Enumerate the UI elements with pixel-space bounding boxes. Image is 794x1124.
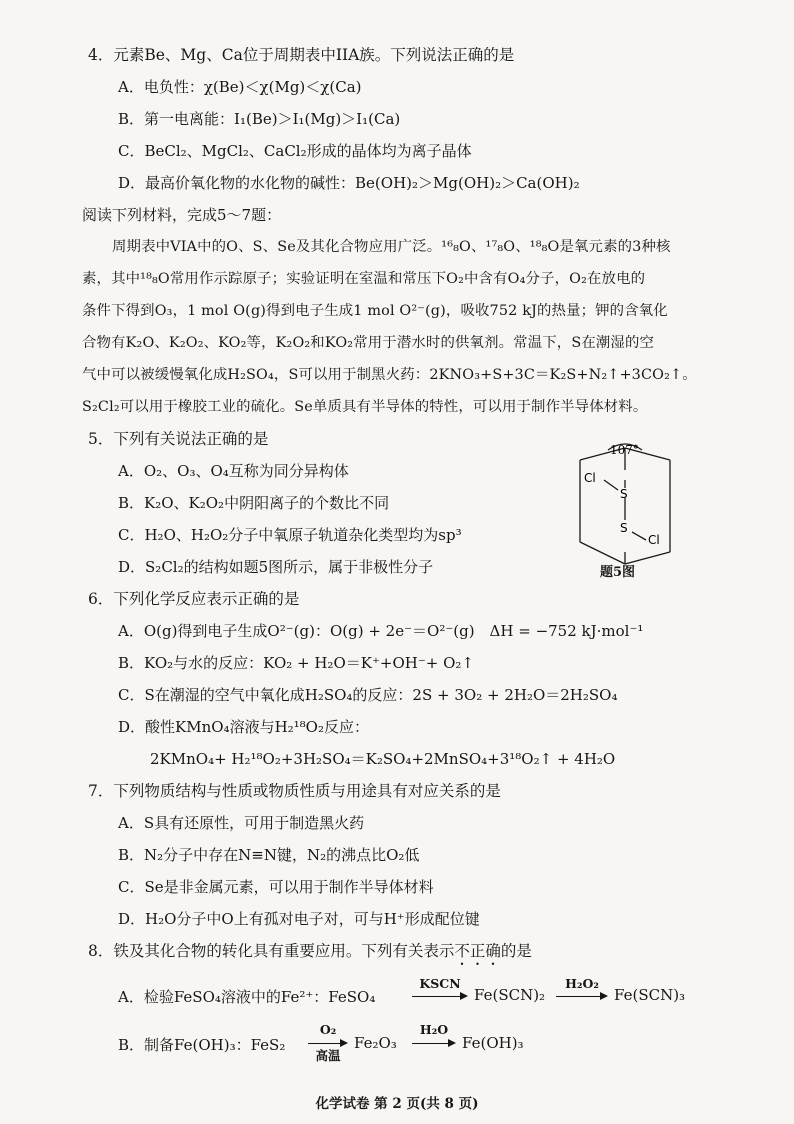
- material-line-5: 气中可以被缓慢氧化成H₂SO₄，S可以用于制黑火药：2KNO₃+S+3C＝K₂S+N₂↑+3CO₂↑。: [82, 367, 697, 383]
- s2cl2-structure-figure: [570, 440, 730, 580]
- q8-a-arrow-1: [412, 996, 466, 997]
- atom-cl-left: Cl: [584, 471, 596, 485]
- q4-option-a: A．电负性：χ(Be)＜χ(Mg)＜χ(Ca): [118, 78, 362, 96]
- q6-option-b: B．KO₂与水的反应：KO₂ + H₂O＝K⁺+OH⁻+ O₂↑: [118, 654, 474, 672]
- q8-stem: [88, 940, 532, 969]
- q8-a-label: A．检验FeSO₄溶液中的Fe²⁺：FeSO₄: [118, 988, 376, 1006]
- q8-stem-emphasis: 不正确: [454, 942, 501, 960]
- q4-option-d: D．最高价氧化物的水化物的碱性：Be(OH)₂＞Mg(OH)₂＞Ca(OH)₂: [118, 174, 580, 192]
- q7-option-a: A．S具有还原性，可用于制造黑火药: [118, 814, 365, 832]
- q7-option-c: C．Se是非金属元素，可以用于制作半导体材料: [118, 878, 434, 896]
- q8-b-reagent-2: H₂O: [419, 1022, 449, 1037]
- page-footer: 化学试卷 第 2 页(共 8 页): [315, 1096, 479, 1112]
- q7-option-b: B．N₂分子中存在N≡N键，N₂的沸点比O₂低: [118, 846, 420, 864]
- q6-stem: 6．下列化学反应表示正确的是: [88, 590, 300, 608]
- q8-b-arrow-2: [412, 1043, 454, 1044]
- material-line-4: 合物有K₂O、K₂O₂、KO₂等，K₂O₂和KO₂常用于潜水时的供氧剂。常温下，S在潮湿的空: [82, 335, 655, 351]
- q8-a-arrow-2: [556, 996, 606, 997]
- material-intro: 阅读下列材料，完成5～7题：: [82, 206, 282, 224]
- atom-s-bottom: S: [620, 521, 628, 535]
- q8-b-label: B．制备Fe(OH)₃：FeS₂: [118, 1036, 286, 1054]
- q6-option-d: D．酸性KMnO₄溶液与H₂¹⁸O₂反应：: [118, 718, 369, 736]
- q4-option-b: B．第一电离能：I₁(Be)＞I₁(Mg)＞I₁(Ca): [118, 110, 401, 128]
- material-line-6: S₂Cl₂可以用于橡胶工业的硫化。Se单质具有半导体的特性，可以用于制作半导体材料。: [82, 399, 648, 415]
- material-line-3: 条件下得到O₃，1 mol O(g)得到电子生成1 mol O²⁻(g)，吸收752 kJ的热量；钾的含氧化: [82, 303, 668, 319]
- q8-stem-suffix: 的是: [500, 942, 532, 960]
- q8-b-intermediate: Fe₂O₃: [354, 1034, 397, 1052]
- bond-angle-label: 107°: [610, 443, 639, 457]
- q6-option-c: C．S在潮湿的空气中氧化成H₂SO₄的反应：2S + 3O₂ + 2H₂O＝2H₂SO₄: [118, 686, 618, 704]
- q5-option-c: C．H₂O、H₂O₂分子中氧原子轨道杂化类型均为sp³: [118, 526, 462, 544]
- q6-option-a: A．O(g)得到电子生成O²⁻(g)：O(g) + 2e⁻＝O²⁻(g) ΔH = −752 kJ·mol⁻¹: [118, 622, 644, 640]
- q8-a-product: Fe(SCN)₃: [614, 986, 686, 1004]
- q5-option-b: B．K₂O、K₂O₂中阴阳离子的个数比不同: [118, 494, 390, 512]
- q8-b-reagent-1-bottom: 高温: [315, 1048, 341, 1063]
- material-line-1: 周期表中VIA中的O、S、Se及其化合物应用广泛。¹⁶₈O、¹⁷₈O、¹⁸₈O是氧元素的3种核: [112, 239, 671, 255]
- q7-stem: 7．下列物质结构与性质或物质性质与用途具有对应关系的是: [88, 782, 501, 800]
- q8-b-product: Fe(OH)₃: [462, 1034, 524, 1052]
- q8-b-arrow-1: [308, 1043, 346, 1044]
- q7-option-d: D．H₂O分子中O上有孤对电子对，可与H⁺形成配位键: [118, 910, 480, 928]
- q8-stem-prefix: 8．铁及其化合物的转化具有重要应用。下列有关表示: [88, 942, 455, 960]
- atom-cl-right: Cl: [648, 533, 660, 547]
- q5-option-d: D．S₂Cl₂的结构如题5图所示，属于非极性分子: [118, 558, 434, 576]
- q5-option-a: A．O₂、O₃、O₄互称为同分异构体: [118, 462, 349, 480]
- q8-a-intermediate: Fe(SCN)₂: [474, 986, 546, 1004]
- q8-b-reagent-1-top: O₂: [319, 1022, 337, 1037]
- atom-s-top: S: [620, 487, 628, 501]
- figure-5-caption: 题5图: [600, 565, 636, 580]
- q5-stem: 5．下列有关说法正确的是: [88, 430, 269, 448]
- material-line-2: 素，其中¹⁸₈O常用作示踪原子；实验证明在室温和常压下O₂中含有O₄分子，O₂在放电的: [82, 271, 646, 287]
- q8-a-reagent-1: KSCN: [419, 976, 461, 991]
- q6-option-d-equation: 2KMnO₄+ H₂¹⁸O₂+3H₂SO₄＝K₂SO₄+2MnSO₄+3¹⁸O₂↑ + 4H₂O: [150, 750, 616, 768]
- q8-a-reagent-2: H₂O₂: [565, 976, 599, 991]
- q4-option-c: C．BeCl₂、MgCl₂、CaCl₂形成的晶体均为离子晶体: [118, 142, 472, 160]
- q4-stem: 4．元素Be、Mg、Ca位于周期表中IIA族。下列说法正确的是: [88, 46, 515, 64]
